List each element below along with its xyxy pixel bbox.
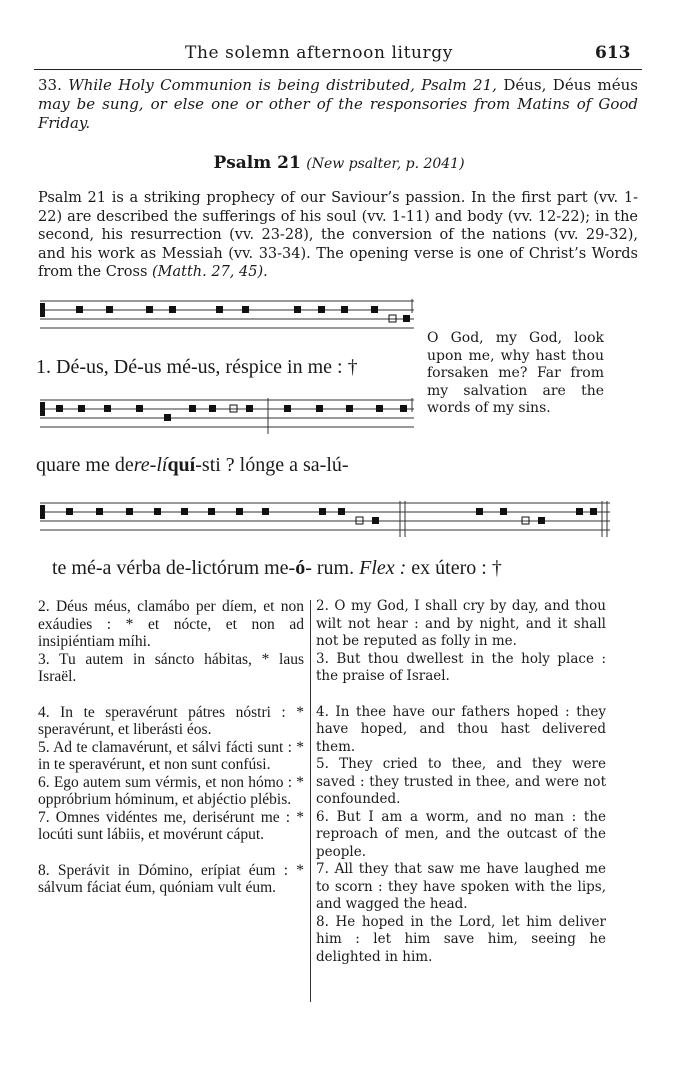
chant-line-3 bbox=[52, 557, 502, 580]
psalm-title bbox=[0, 153, 678, 173]
latin-verse-6: 6. Ego autem sum vérmis, et non hómo : * oppróbrium hóminum, et abjéctio plébis. bbox=[38, 773, 304, 808]
chant-line-2-italic: re-lí bbox=[133, 454, 168, 476]
rubric-text-c: may be sung, or else one or other of the responsories from Matins of Good Friday. bbox=[38, 95, 638, 132]
english-verse-4: 4. In thee have our fathers hoped : they have hoped, and thou hast delivered them. bbox=[316, 703, 606, 755]
psalm-name: Psalm 21 bbox=[213, 153, 301, 173]
intro-text: Psalm 21 is a striking prophecy of our Saviour’s passion. In the first part (vv. 1-22) are described the sufferings of his soul (vv. 1-11) and body (vv. 12-22); in the second, his resurrection (vv. 23-28), the conversion of the nations (vv. 29-32), and his work as Messiah (vv. 33-34). The opening verse is one of Christ’s Words from the Cross bbox=[38, 190, 638, 280]
intro-paragraph bbox=[38, 189, 638, 282]
chant-translation: O God, my God, look upon me, why hast thou forsaken me? Far from my salvation are the words of my sins. bbox=[427, 330, 604, 416]
latin-column bbox=[38, 598, 304, 897]
chant-line-3-c: - rum. bbox=[305, 557, 355, 579]
rubric-incipit: Déus, Déus méus bbox=[503, 76, 638, 94]
latin-verse-2: 2. Déus méus, clamábo per díem, et non exáudies : * et nócte, et non ad insipiéntiam míhi. bbox=[38, 598, 304, 650]
latin-verse-8: 8. Sperávit in Dómino, erípiat éum : * sálvum fáciat éum, quóniam vult éum. bbox=[38, 861, 304, 896]
latin-verse-7: 7. Omnes vidéntes me, derisérunt me : * locúti sunt lábiis, et movérunt cáput. bbox=[38, 808, 304, 843]
chant-line-1: 1. Dé-us, Dé-us mé-us, réspice in me : † bbox=[36, 356, 358, 378]
english-verse-6: 6. But I am a worm, and no man : the reproach of men, and the outcast of the people. bbox=[316, 808, 606, 860]
chant-line-2 bbox=[36, 454, 349, 477]
header-rule bbox=[34, 69, 642, 70]
verse-gap bbox=[38, 686, 304, 704]
chant-staff-1 bbox=[36, 293, 418, 339]
latin-verse-5: 5. Ad te clamavérunt, et sálvi fácti sunt : * in te speravérunt, et non sunt confúsi. bbox=[38, 738, 304, 773]
latin-verse-4: 4. In te speravérunt pátres nóstri : * speravérunt, et liberásti éos. bbox=[38, 703, 304, 738]
verse-gap bbox=[38, 844, 304, 862]
rubric-text-a: While Holy Communion is being distributed, Psalm 21, bbox=[68, 76, 497, 94]
latin-verse-3: 3. Tu autem in sáncto hábitas, * laus Israël. bbox=[38, 650, 304, 685]
english-verse-5: 5. They cried to thee, and they were saved : they trusted in thee, and were not confounded. bbox=[316, 756, 606, 807]
chant-line-3-d: ex útero : † bbox=[411, 557, 502, 579]
running-head: The solemn afternoon liturgy bbox=[185, 43, 453, 63]
chant-flex-label: Flex : bbox=[359, 557, 407, 579]
chant-line-2-bold: quí bbox=[167, 454, 196, 476]
rubric bbox=[38, 76, 638, 133]
verse-gap bbox=[316, 686, 606, 704]
chant-staff-2 bbox=[36, 392, 418, 438]
chant-line-3-bold: ó bbox=[295, 557, 306, 579]
psalm-reference: (New psalter, p. 2041) bbox=[306, 156, 465, 172]
english-verse-3: 3. But thou dwellest in the holy place : the praise of Israel. bbox=[316, 650, 606, 684]
chant-line-3-a: te mé-a vérba de-lictórum me- bbox=[52, 557, 296, 579]
chant-staff-3 bbox=[36, 495, 614, 543]
english-column bbox=[316, 598, 606, 966]
chant-line-2-a: quare me de bbox=[36, 454, 134, 476]
english-verse-8: 8. He hoped in the Lord, let him deliver him : let him save him, seeing he delighted in him. bbox=[316, 913, 606, 965]
column-divider bbox=[310, 600, 311, 1002]
page-number: 613 bbox=[595, 43, 631, 63]
chant-line-2-c: -sti ? lónge a sa-lú- bbox=[195, 454, 349, 476]
rubric-number: 33. bbox=[38, 76, 62, 94]
english-verse-2: 2. O my God, I shall cry by day, and thou wilt not hear : and by night, and it shall not be reputed as folly in me. bbox=[316, 598, 606, 649]
intro-scripture-ref: (Matth. 27, 45). bbox=[152, 264, 268, 280]
english-verse-7: 7. All they that saw me have laughed me to scorn : they have spoken with the lips, and wagged the head. bbox=[316, 861, 606, 912]
